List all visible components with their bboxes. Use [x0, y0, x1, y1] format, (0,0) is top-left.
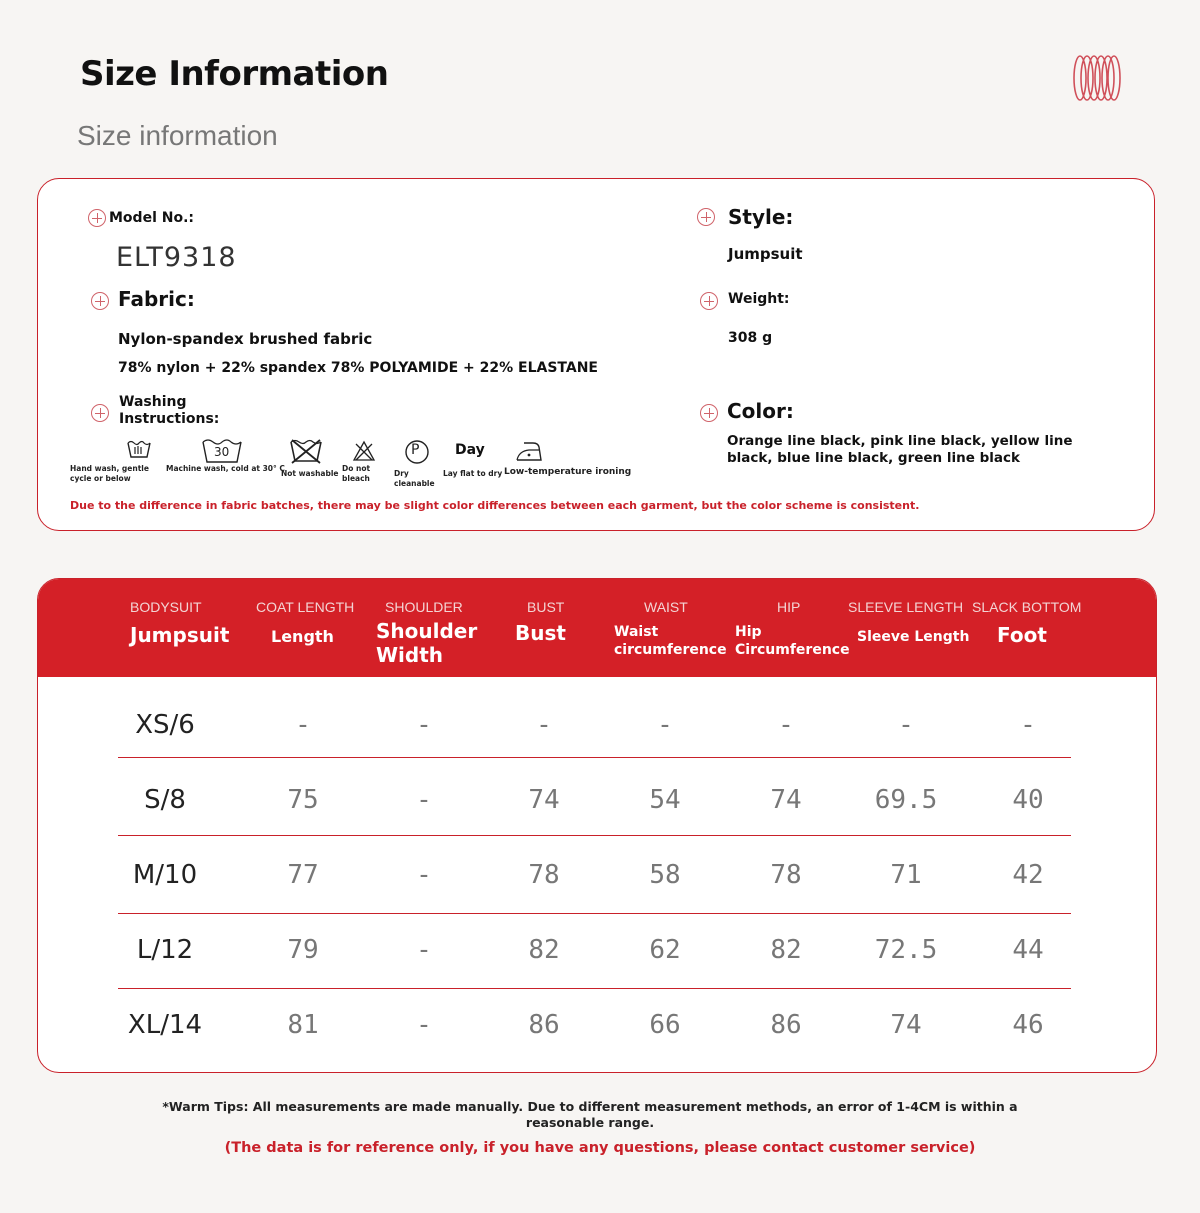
size-label: M/10	[132, 860, 198, 890]
table-cell: 74	[528, 785, 560, 815]
size-label: S/8	[144, 785, 186, 815]
table-cell: 71	[890, 860, 922, 890]
weight-value: 308 g	[728, 330, 773, 346]
table-cell: 74	[770, 785, 802, 815]
model-value: ELT9318	[116, 242, 237, 273]
table-cell: 81	[287, 1010, 319, 1040]
not-washable-icon	[288, 438, 324, 464]
weight-label: Weight:	[728, 291, 790, 307]
column-header-sleeve-length: SLEEVE LENGTH Sleeve Length	[848, 599, 970, 645]
table-cell: -	[536, 710, 552, 740]
table-cell: 86	[528, 1010, 560, 1040]
row-divider	[118, 988, 1071, 989]
wash-caption: Do not bleach	[342, 464, 371, 483]
table-cell: 78	[528, 860, 560, 890]
style-label: Style:	[728, 205, 794, 229]
table-cell: 40	[1012, 785, 1044, 815]
table-cell: -	[778, 710, 794, 740]
color-value: Orange line black, pink line black, yellow line black, blue line black, green line black	[727, 433, 1073, 466]
table-cell: 78	[770, 860, 802, 890]
color-label: Color:	[727, 399, 794, 423]
fabric-value: Nylon-spandex brushed fabric	[118, 330, 373, 348]
table-cell: 72.5	[874, 935, 938, 965]
table-cell: 82	[770, 935, 802, 965]
size-label: XL/14	[127, 1010, 203, 1040]
batch-note: Due to the difference in fabric batches, there may be slight color differences between each garment, but the color scheme is consistent.	[70, 499, 920, 512]
size-table	[37, 578, 1157, 1073]
table-cell: -	[416, 785, 432, 815]
table-cell: -	[898, 710, 914, 740]
table-cell: 58	[649, 860, 681, 890]
column-header-shoulder: SHOULDER Shoulder Width	[376, 599, 478, 667]
plus-icon	[697, 208, 715, 226]
wash-caption: Hand wash, gentle cycle or below	[70, 464, 149, 483]
table-cell: 69.5	[874, 785, 938, 815]
table-cell: 74	[890, 1010, 922, 1040]
table-cell: 79	[287, 935, 319, 965]
table-cell: -	[416, 1010, 432, 1040]
table-cell: -	[657, 710, 673, 740]
model-label: Model No.:	[109, 210, 194, 226]
table-cell: 82	[528, 935, 560, 965]
table-cell: 86	[770, 1010, 802, 1040]
column-header-coat-length: COAT LENGTH Length	[256, 599, 355, 646]
brand-rings-icon	[1070, 52, 1122, 104]
page-title: Size Information	[80, 54, 389, 94]
table-cell: 44	[1012, 935, 1044, 965]
plus-icon	[700, 292, 718, 310]
column-header-bodysuit: BODYSUIT Jumpsuit	[130, 599, 230, 647]
low-temp-iron-icon	[515, 439, 543, 463]
warm-tip: *Warm Tips: All measurements are made manually. Due to different measurement methods, an error of 1-4CM is within a reasonable range.	[162, 1099, 1018, 1130]
table-cell: 42	[1012, 860, 1044, 890]
row-divider	[118, 757, 1071, 758]
lay-flat-icon: Day	[455, 442, 485, 458]
row-divider	[118, 835, 1071, 836]
reference-note: (The data is for reference only, if you have any questions, please contact customer service)	[224, 1140, 976, 1156]
column-header-hip: HIP Hip Circumference	[735, 599, 850, 658]
size-label: L/12	[136, 935, 194, 965]
table-cell: -	[416, 710, 432, 740]
plus-icon	[91, 292, 109, 310]
plus-icon	[91, 404, 109, 422]
column-header-bust: BUST Bust	[515, 599, 566, 645]
table-cell: 66	[649, 1010, 681, 1040]
wash-caption: Machine wash, cold at 30° C	[166, 464, 285, 473]
plus-icon	[700, 404, 718, 422]
table-cell: -	[416, 860, 432, 890]
plus-icon	[88, 209, 106, 227]
wash-caption: Dry cleanable	[394, 469, 435, 488]
table-cell: 75	[287, 785, 319, 815]
style-value: Jumpsuit	[728, 245, 803, 263]
wash-temp: 30	[214, 445, 230, 459]
table-cell: 46	[1012, 1010, 1044, 1040]
product-info-card	[37, 178, 1155, 531]
page-subtitle: Size information	[77, 120, 278, 151]
dry-clean-letter: P	[411, 442, 420, 458]
do-not-bleach-icon	[352, 440, 376, 462]
table-cell: -	[295, 710, 311, 740]
wash-caption: Lay flat to dry	[443, 469, 503, 478]
washing-label: Washing Instructions:	[119, 394, 220, 427]
table-cell: -	[1020, 710, 1036, 740]
fabric-label: Fabric:	[118, 287, 195, 311]
row-divider	[118, 913, 1071, 914]
hand-wash-icon	[126, 437, 152, 461]
fabric-composition: 78% nylon + 22% spandex 78% POLYAMIDE + 22% ELASTANE	[118, 360, 598, 376]
column-header-waist: WAIST Waist circumference	[614, 599, 727, 658]
table-header	[38, 579, 1156, 677]
column-header-slack-bottom: SLACK BOTTOM Foot	[972, 599, 1082, 647]
wash-caption: Low-temperature ironing	[504, 467, 632, 477]
table-cell: 77	[287, 860, 319, 890]
table-cell: -	[416, 935, 432, 965]
wash-caption: Not washable	[281, 469, 339, 478]
table-cell: 62	[649, 935, 681, 965]
table-cell: 54	[649, 785, 681, 815]
size-label: XS/6	[135, 710, 195, 740]
